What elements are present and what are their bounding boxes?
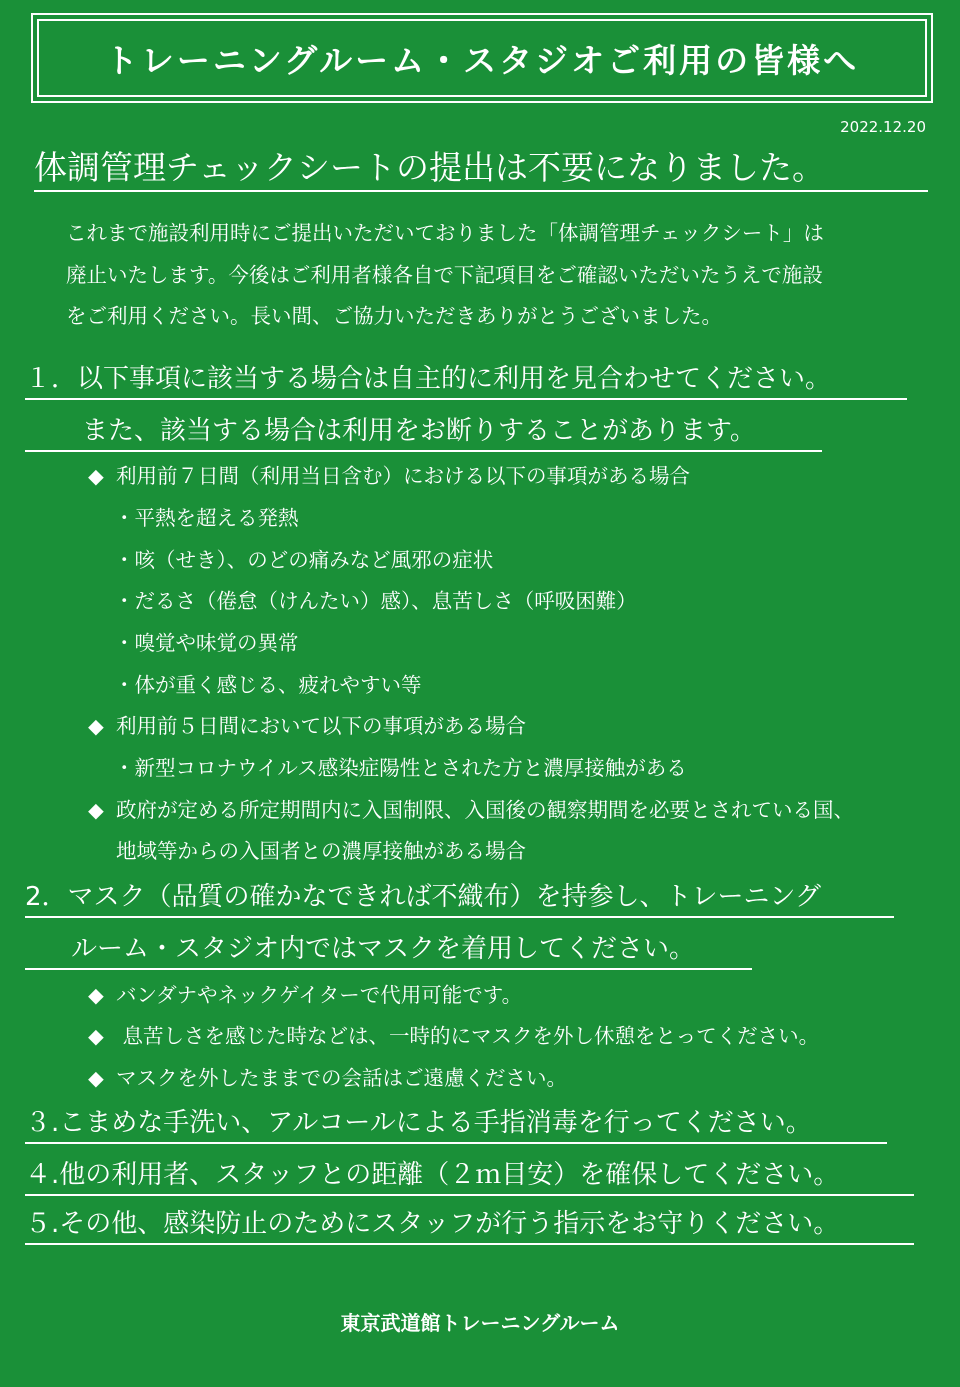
section5-heading: ５.その他、感染防止のためにスタッフが行う指示をお守りください。 xyxy=(25,1205,914,1245)
diamond-bullet-icon: ◆ xyxy=(88,798,104,822)
list-item: ・だるさ（倦怠（けんたい）感）、息苦しさ（呼吸困難） xyxy=(114,589,637,613)
section2-heading-line2: ルーム・スタジオ内ではマスクを着用してください。 xyxy=(25,930,752,970)
title-frame-inner xyxy=(37,19,927,97)
list-item: ・嗅覚や味覚の異常 xyxy=(114,631,299,655)
diamond-bullet-icon: ◆ xyxy=(88,714,104,738)
section1-condition-3 xyxy=(88,795,854,825)
section1-heading-line2: また、該当する場合は利用をお断りすることがあります。 xyxy=(25,412,822,452)
item-text: バンダナやネックゲイターで代用可能です。 xyxy=(116,983,523,1007)
list-item: ・咳（せき）、のどの痛みなど風邪の症状 xyxy=(114,548,494,572)
item-text: 息苦しさを感じた時などは、一時的にマスクを外し休憩をとってください。 xyxy=(116,1024,820,1048)
diamond-bullet-icon: ◆ xyxy=(88,1024,104,1048)
diamond-bullet-icon: ◆ xyxy=(88,1066,104,1090)
footer-organization: 東京武道館トレーニングルーム xyxy=(340,1311,620,1335)
list-item: ・体が重く感じる、疲れやすい等 xyxy=(114,673,422,697)
page-title: トレーニングルーム・スタジオご利用の皆様へ xyxy=(104,40,860,80)
section4-heading: ４.他の利用者、スタッフとの距離（２ｍ目安）を確保してください。 xyxy=(25,1156,914,1196)
section2-item xyxy=(88,980,522,1010)
headline: 体調管理チェックシートの提出は不要になりました。 xyxy=(34,146,928,192)
diamond-bullet-icon: ◆ xyxy=(88,983,104,1007)
section3-heading: ３.こまめな手洗い、アルコールによる手指消毒を行ってください。 xyxy=(25,1104,887,1144)
intro-line: これまで施設利用時にご提出いただいておりました「体調管理チェックシート」は xyxy=(66,221,824,245)
intro-line: をご利用ください。長い間、ご協力いただきありがとうございました。 xyxy=(66,304,722,328)
condition-text-continued: 地域等からの入国者との濃厚接触がある場合 xyxy=(116,839,526,863)
list-item: ・新型コロナウイルス感染症陽性とされた方と濃厚接触がある xyxy=(114,756,687,780)
intro-paragraph xyxy=(66,213,936,338)
diamond-bullet-icon: ◆ xyxy=(88,464,104,488)
section2-heading-line1: 2．マスク（品質の確かなできれば不織布）を持参し、トレーニング xyxy=(25,878,894,918)
condition-text: 利用前５日間において以下の事項がある場合 xyxy=(116,714,526,738)
section2-item xyxy=(88,1021,819,1051)
section1-condition-2 xyxy=(88,711,526,741)
section2-item xyxy=(88,1063,567,1093)
item-text: マスクを外したままでの会話はご遠慮ください。 xyxy=(116,1066,567,1090)
condition-text: 政府が定める所定期間内に入国制限、入国後の観察期間を必要とされている国、 xyxy=(116,798,854,822)
section1-heading-line1: １．以下事項に該当する場合は自主的に利用を見合わせてください。 xyxy=(25,360,907,400)
intro-line: 廃止いたします。今後はご利用者様各自で下記項目をご確認いただいたうえで施設 xyxy=(66,262,823,287)
condition-text: 利用前７日間（利用当日含む）における以下の事項がある場合 xyxy=(116,464,690,488)
section1-condition-1 xyxy=(88,461,690,491)
list-item: ・平熱を超える発熱 xyxy=(114,506,299,530)
notice-date: 2022.12.20 xyxy=(840,118,926,136)
title-frame xyxy=(31,13,933,103)
